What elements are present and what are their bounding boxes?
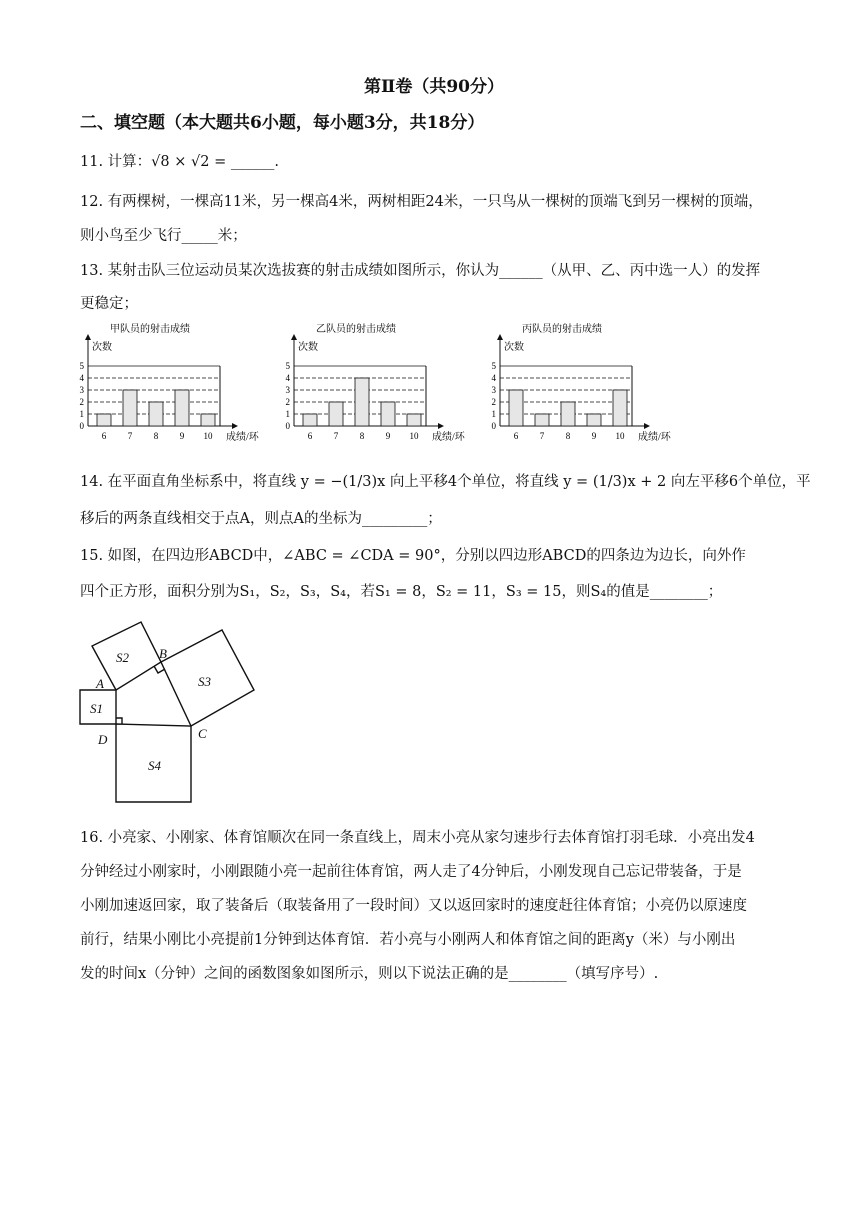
label-s2: S2 <box>116 650 129 665</box>
chart-xlabel: 成绩/环 <box>638 432 671 443</box>
x-tick-label: 6 <box>307 431 313 441</box>
question-16-line3: 小刚加速返回家，取了装备后（取装备用了一段时间）又以返回家时的速度赶往体育馆；小亮仍以原速度 <box>80 898 747 914</box>
bar <box>587 414 601 426</box>
y-tick-label: 5 <box>285 361 290 371</box>
y-tick-label: 3 <box>491 385 496 395</box>
x-tick-label: 6 <box>101 431 107 441</box>
question-12-line1: 12. 有两棵树，一棵高11米，另一棵高4米，两树相距24米，一只鸟从一棵树的顶端飞到另一棵树的顶端， <box>80 194 763 210</box>
chart-ylabel: 次数 <box>92 342 112 353</box>
x-tick-label: 9 <box>591 431 597 441</box>
label-s4: S4 <box>148 758 161 773</box>
y-tick-label: 1 <box>79 409 84 419</box>
chart-title: 甲队员的射击成绩 <box>110 324 190 335</box>
label-c: C <box>198 726 207 741</box>
x-axis-arrow <box>438 423 444 429</box>
bar <box>201 414 215 426</box>
chart-title: 乙队员的射击成绩 <box>316 324 396 335</box>
label-a: A <box>96 676 104 691</box>
x-axis-arrow <box>644 423 650 429</box>
right-angle-d <box>116 718 122 724</box>
y-tick-label: 2 <box>491 397 496 407</box>
question-14-line1: 14. 在平面直角坐标系中，将直线 y = −(1/3)x 向上平移4个单位，将直线 y = (1/3)x + 2 向左平移6个单位，平 <box>80 474 811 490</box>
x-tick-label: 10 <box>203 431 213 441</box>
label-s1: S1 <box>90 701 103 716</box>
x-tick-label: 8 <box>359 431 365 441</box>
question-15-line2: 四个正方形，面积分别为S₁，S₂，S₃，S₄，若S₁ = 8，S₂ = 11，S₃ = 15，则S₄的值是________； <box>80 584 723 600</box>
x-tick-label: 9 <box>385 431 391 441</box>
y-tick-label: 5 <box>79 361 84 371</box>
x-tick-label: 7 <box>127 431 133 441</box>
bar <box>535 414 549 426</box>
bar <box>149 402 163 426</box>
question-12-line2: 则小鸟至少飞行_____米； <box>80 228 247 244</box>
y-tick-label: 3 <box>79 385 84 395</box>
quadrilateral-squares-figure <box>74 618 264 808</box>
bar <box>355 378 369 426</box>
chart-title: 丙队员的射击成绩 <box>522 324 602 335</box>
bar <box>97 414 111 426</box>
x-tick-label: 9 <box>179 431 185 441</box>
chart-xlabel: 成绩/环 <box>432 432 465 443</box>
y-axis-arrow <box>497 334 503 340</box>
bar <box>381 402 395 426</box>
bar <box>175 390 189 426</box>
y-tick-label: 3 <box>285 385 290 395</box>
bar <box>613 390 627 426</box>
label-s3: S3 <box>198 674 211 689</box>
question-11: 11. 计算：√8 × √2 = ______. <box>80 154 279 170</box>
question-16-line2: 分钟经过小刚家时，小刚跟随小亮一起前往体育馆，两人走了4分钟后，小刚发现自己忘记带装备，于是 <box>80 864 742 880</box>
bar <box>407 414 421 426</box>
bar <box>509 390 523 426</box>
section-title: 二、填空题（本大题共6小题，每小题3分，共18分） <box>80 113 485 133</box>
x-axis-arrow <box>232 423 238 429</box>
part-title: 第Ⅱ卷（共90分） <box>364 77 504 97</box>
label-d: D <box>98 732 108 747</box>
question-16-line4: 前行，结果小刚比小亮提前1分钟到达体育馆．若小亮与小刚两人和体育馆之间的距离y（米）与小刚出 <box>80 932 736 948</box>
chart-ylabel: 次数 <box>504 342 524 353</box>
x-tick-label: 6 <box>513 431 519 441</box>
question-13-line2: 更稳定； <box>80 296 138 312</box>
y-tick-label: 1 <box>285 409 290 419</box>
y-tick-label: 4 <box>491 373 496 383</box>
question-16-line5: 发的时间x（分钟）之间的函数图象如图所示，则以下说法正确的是________（填写序号）. <box>80 966 659 982</box>
bar <box>329 402 343 426</box>
x-tick-label: 10 <box>615 431 625 441</box>
label-b: B <box>159 646 167 661</box>
x-tick-label: 8 <box>153 431 159 441</box>
bar <box>303 414 317 426</box>
y-tick-label: 5 <box>491 361 496 371</box>
y-tick-label: 0 <box>491 421 496 431</box>
x-tick-label: 10 <box>409 431 419 441</box>
y-tick-label: 4 <box>79 373 84 383</box>
chart-ylabel: 次数 <box>298 342 318 353</box>
y-tick-label: 0 <box>79 421 84 431</box>
x-tick-label: 7 <box>333 431 339 441</box>
y-tick-label: 2 <box>79 397 84 407</box>
bar <box>123 390 137 426</box>
bar <box>561 402 575 426</box>
shooting-charts <box>60 318 700 448</box>
question-16-line1: 16. 小亮家、小刚家、体育馆顺次在同一条直线上，周末小亮从家匀速步行去体育馆打羽毛球．小亮出发4 <box>80 830 755 846</box>
y-tick-label: 4 <box>285 373 290 383</box>
y-tick-label: 2 <box>285 397 290 407</box>
question-14-line2: 移后的两条直线相交于点A，则点A的坐标为_________； <box>80 511 442 527</box>
y-axis-arrow <box>85 334 91 340</box>
x-tick-label: 7 <box>539 431 545 441</box>
x-tick-label: 8 <box>565 431 571 441</box>
chart-xlabel: 成绩/环 <box>226 432 259 443</box>
y-tick-label: 1 <box>491 409 496 419</box>
question-13-line1: 13. 某射击队三位运动员某次选拔赛的射击成绩如图所示，你认为______（从甲、乙、丙中选一人）的发挥 <box>80 263 761 279</box>
y-axis-arrow <box>291 334 297 340</box>
y-tick-label: 0 <box>285 421 290 431</box>
question-15-line1: 15. 如图，在四边形ABCD中，∠ABC = ∠CDA = 90°，分别以四边形ABCD的四条边为边长，向外作 <box>80 548 746 564</box>
